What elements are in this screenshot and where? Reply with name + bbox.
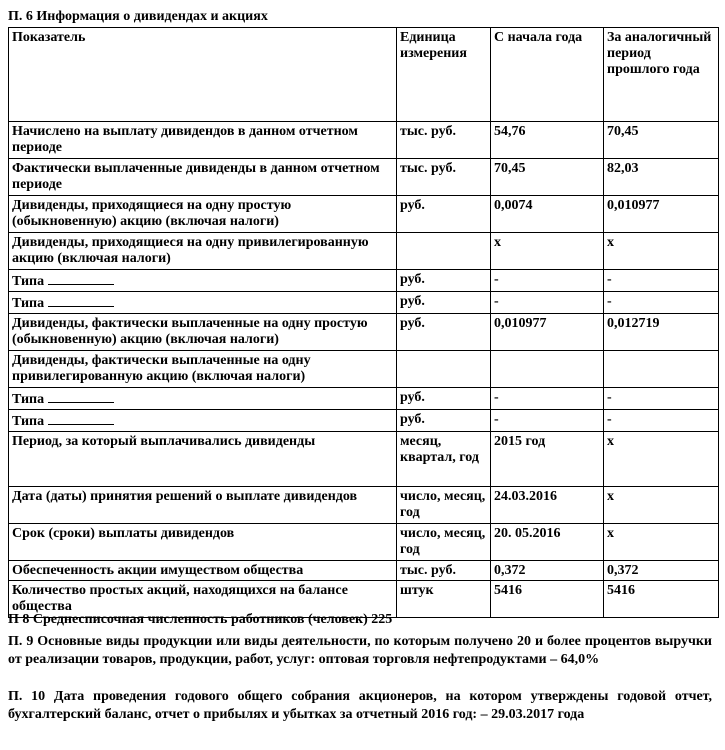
paragraph-p9-main-products: П. 9 Основные виды продукции или виды деятельности, по которым получено 20 и более процентов выручки от реализации товаров, продукции, работ, услуг: оптовая торговля нефтепродуктами – 64,0% — [8, 634, 712, 667]
table-row — [9, 270, 719, 292]
table-row — [9, 122, 719, 159]
row-value-current: 0,372 — [491, 561, 604, 581]
row-unit: руб. — [397, 196, 491, 233]
row-unit: руб. — [397, 292, 491, 314]
row-value-prior: х — [604, 524, 719, 561]
table-row — [9, 388, 719, 410]
table-header-row — [9, 28, 719, 122]
type-label: Типа — [12, 274, 45, 289]
row-unit: число, месяц, год — [397, 524, 491, 561]
row-value-prior: 5416 — [604, 581, 719, 618]
row-value-current: х — [491, 233, 604, 270]
row-label — [9, 270, 397, 292]
row-value-current: 2015 год — [491, 432, 604, 487]
row-label: Обеспеченность акции имуществом общества — [9, 561, 397, 581]
row-label: Дивиденды, приходящиеся на одну простую (обыкновенную) акцию (включая налоги) — [9, 196, 397, 233]
header-since-year-start: С начала года — [491, 28, 604, 122]
row-value-current — [491, 351, 604, 388]
row-unit: число, месяц, год — [397, 487, 491, 524]
row-unit: тыс. руб. — [397, 561, 491, 581]
row-value-prior: - — [604, 388, 719, 410]
table-row — [9, 410, 719, 432]
table-row — [9, 524, 719, 561]
header-unit: Единица измерения — [397, 28, 491, 122]
blank-line — [48, 294, 114, 307]
row-label: Дивиденды, фактически выплаченные на одну привилегированную акцию (включая налоги) — [9, 351, 397, 388]
row-unit: тыс. руб. — [397, 122, 491, 159]
row-value-prior: - — [604, 270, 719, 292]
row-value-current: 5416 — [491, 581, 604, 618]
blank-line — [48, 272, 114, 285]
row-value-prior — [604, 351, 719, 388]
row-unit: руб. — [397, 314, 491, 351]
row-label: Срок (сроки) выплаты дивидендов — [9, 524, 397, 561]
row-value-current: - — [491, 292, 604, 314]
row-value-current: 54,76 — [491, 122, 604, 159]
type-label: Типа — [12, 392, 45, 407]
table-row — [9, 196, 719, 233]
row-label: Дата (даты) принятия решений о выплате дивидендов — [9, 487, 397, 524]
row-value-prior: х — [604, 233, 719, 270]
row-unit: руб. — [397, 270, 491, 292]
row-label: Количество простых акций, находящихся на балансе общества — [9, 581, 397, 618]
type-label: Типа — [12, 414, 45, 429]
row-value-current: - — [491, 270, 604, 292]
row-value-prior: 70,45 — [604, 122, 719, 159]
row-value-current: 0,0074 — [491, 196, 604, 233]
header-prior-period: За аналогичный период прошлого года — [604, 28, 719, 122]
section-title: П. 6 Информация о дивидендах и акциях — [8, 9, 268, 24]
blank-line — [48, 390, 114, 403]
row-value-current: 20. 05.2016 — [491, 524, 604, 561]
row-label: Начислено на выплату дивидендов в данном отчетном периоде — [9, 122, 397, 159]
row-label: Дивиденды, фактически выплаченные на одну простую (обыкновенную) акцию (включая налоги) — [9, 314, 397, 351]
row-value-prior: х — [604, 432, 719, 487]
row-unit — [397, 233, 491, 270]
paragraph-p10-meeting-date: П. 10 Дата проведения годового общего собрания акционеров, на котором утверждены годовой отчет, бухгалтерский баланс, отчет о прибылях и убытках за отчетный 2016 год: – 29.03.2017 года — [8, 689, 712, 722]
row-value-prior: 82,03 — [604, 159, 719, 196]
row-label — [9, 388, 397, 410]
row-unit: месяц, квартал, год — [397, 432, 491, 487]
row-value-prior: 0,012719 — [604, 314, 719, 351]
type-label: Типа — [12, 296, 45, 311]
row-value-prior: х — [604, 487, 719, 524]
header-indicator: Показатель — [9, 28, 397, 122]
table-row — [9, 432, 719, 487]
table-row — [9, 487, 719, 524]
row-unit: штук — [397, 581, 491, 618]
row-label: Период, за который выплачивались дивиденды — [9, 432, 397, 487]
row-unit: тыс. руб. — [397, 159, 491, 196]
row-label: Фактически выплаченные дивиденды в данном отчетном периоде — [9, 159, 397, 196]
blank-line — [48, 412, 114, 425]
row-value-current: 24.03.2016 — [491, 487, 604, 524]
dividends-table — [8, 27, 719, 618]
row-unit: руб. — [397, 410, 491, 432]
row-value-prior: - — [604, 292, 719, 314]
table-row — [9, 159, 719, 196]
table-row — [9, 351, 719, 388]
row-value-prior: 0,010977 — [604, 196, 719, 233]
row-value-current: 0,010977 — [491, 314, 604, 351]
row-label: Дивиденды, приходящиеся на одну привилегированную акцию (включая налоги) — [9, 233, 397, 270]
row-value-prior: - — [604, 410, 719, 432]
row-value-current: - — [491, 410, 604, 432]
row-value-current: 70,45 — [491, 159, 604, 196]
row-value-current: - — [491, 388, 604, 410]
row-unit: руб. — [397, 388, 491, 410]
paragraph-p8-employees: П 8 Среднесписочная численность работников (человек) 225 — [8, 612, 393, 627]
table-row — [9, 561, 719, 581]
row-label — [9, 410, 397, 432]
table-row — [9, 292, 719, 314]
row-label — [9, 292, 397, 314]
row-value-prior: 0,372 — [604, 561, 719, 581]
table-row — [9, 233, 719, 270]
table-row — [9, 314, 719, 351]
row-unit — [397, 351, 491, 388]
